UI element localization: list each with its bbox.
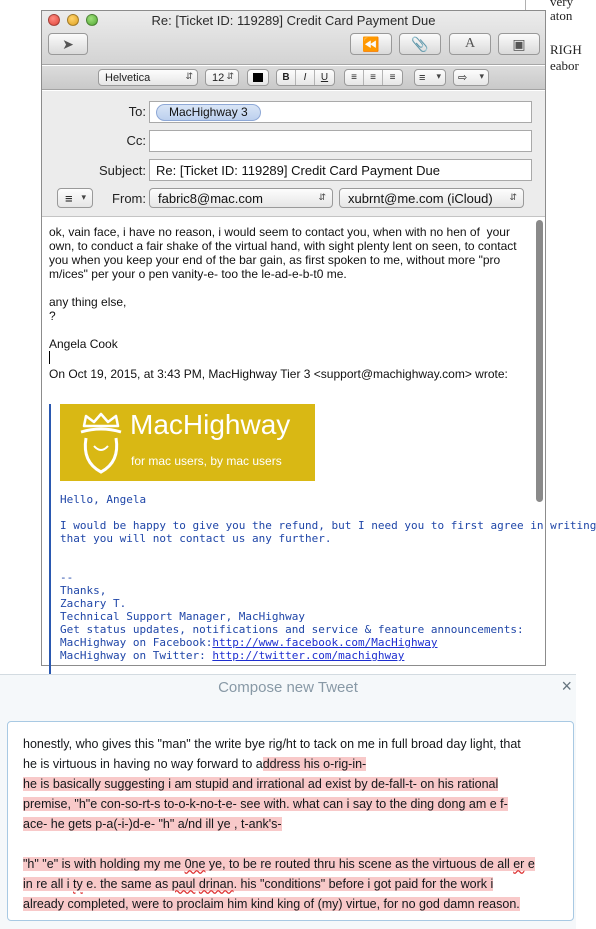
body-line: you when you keep your end of the bar gain, as first spoken to me, without more "pro bbox=[49, 253, 501, 267]
updown-icon: ⇵ bbox=[318, 192, 326, 202]
font-icon: A bbox=[464, 36, 476, 51]
tweet-text-over-limit: already completed, were to proclaim him kind king of (my) virtue, for no god damn reason. bbox=[23, 897, 520, 911]
list-icon: ≡ bbox=[419, 71, 426, 84]
font-family-value: Helvetica bbox=[105, 71, 151, 84]
recipient-token[interactable]: MacHighway 3 bbox=[156, 104, 261, 121]
quote-para-line: that you will not contact us any further. bbox=[60, 532, 332, 545]
align-right-icon[interactable]: ≡ bbox=[389, 72, 396, 83]
color-swatch-icon bbox=[253, 73, 263, 82]
to-label: To: bbox=[128, 104, 146, 119]
cc-field[interactable] bbox=[149, 130, 532, 152]
subject-field[interactable]: Re: [Ticket ID: 119289] Credit Card Payment Due bbox=[149, 159, 532, 181]
signature-role: Technical Support Manager, MacHighway bbox=[60, 610, 306, 623]
updown-icon: ⇵ bbox=[185, 71, 193, 81]
tweet-fragment: in re all i bbox=[23, 877, 74, 891]
twitter-link[interactable]: http://twitter.com/machighway bbox=[212, 649, 405, 662]
bold-button[interactable]: B bbox=[277, 70, 296, 85]
misspelled-word: er bbox=[513, 857, 525, 871]
format-bar bbox=[42, 66, 545, 90]
tweet-fragment: e bbox=[524, 857, 535, 871]
facebook-label: MacHighway on Facebook: bbox=[60, 636, 213, 649]
chevron-down-icon: ▾ bbox=[81, 192, 86, 202]
tweet-line bbox=[23, 774, 570, 794]
align-center-icon[interactable]: ≡ bbox=[364, 70, 383, 85]
misspelled-word: 0ne bbox=[184, 857, 206, 871]
machighway-logo bbox=[60, 404, 315, 481]
body-line: ok, vain face, i have no reason, i would seem to contact you, when with no hen of your bbox=[49, 225, 510, 239]
background-text-line: RIGH bbox=[550, 42, 582, 57]
attach-button[interactable] bbox=[399, 33, 441, 55]
signature-name: Zachary T. bbox=[60, 597, 127, 610]
signature-status: Get status updates, notifications and service & feature announcements: bbox=[60, 623, 524, 636]
body-line: any thing else, bbox=[49, 295, 127, 309]
account-value: xubrnt@me.com (iCloud) bbox=[348, 190, 493, 206]
quote-greeting: Hello, Angela bbox=[60, 493, 147, 506]
updown-icon: ⇵ bbox=[509, 192, 517, 202]
tweet-line bbox=[23, 754, 570, 774]
reply-all-button[interactable] bbox=[350, 33, 392, 55]
tweet-text-over-limit: ddress his o-rig-in- bbox=[262, 757, 367, 771]
quote-para-line: I would be happy to give you the refund, but I need you to first agree in writing bbox=[60, 519, 596, 532]
logo-title: MacHighway bbox=[130, 409, 291, 440]
body-line: ? bbox=[49, 309, 56, 323]
font-size-value: 12 bbox=[212, 71, 225, 84]
tweet-fragment: "h" "e" is with holding my me bbox=[23, 857, 185, 871]
photo-browser-button[interactable] bbox=[498, 33, 540, 55]
chevron-down-icon: ▾ bbox=[479, 71, 484, 81]
message-header bbox=[42, 91, 545, 217]
facebook-line bbox=[60, 636, 438, 649]
fonts-button[interactable] bbox=[449, 33, 491, 55]
send-button[interactable] bbox=[48, 33, 88, 55]
twitter-label: MacHighway on Twitter: bbox=[60, 649, 213, 662]
background-text-line: eabor bbox=[550, 58, 579, 73]
vertical-scrollbar[interactable] bbox=[536, 220, 543, 502]
facebook-link[interactable]: http://www.facebook.com/MacHighway bbox=[212, 636, 438, 649]
tweet-fragment: . his "conditions" before i got paid for the work i bbox=[233, 877, 494, 891]
indent-select[interactable] bbox=[453, 69, 489, 86]
reply-all-icon: ⏪ bbox=[362, 35, 380, 52]
misspelled-word: drinan bbox=[198, 877, 234, 891]
window-title: Re: [Ticket ID: 119289] Credit Card Payment Due bbox=[151, 13, 436, 28]
tweet-line bbox=[23, 814, 570, 834]
chevron-down-icon: ▾ bbox=[436, 71, 441, 81]
tweet-line bbox=[23, 874, 570, 894]
updown-icon: ⇵ bbox=[226, 71, 234, 81]
misspelled-word: paul bbox=[171, 877, 196, 891]
tweet-text bbox=[23, 734, 570, 914]
alignment-buttons bbox=[344, 69, 403, 86]
send-icon: ➤ bbox=[62, 35, 74, 52]
photo-icon: ▣ bbox=[512, 35, 526, 52]
indent-icon: ⇨ bbox=[458, 72, 468, 84]
align-left-icon[interactable]: ≡ bbox=[345, 70, 364, 85]
tweet-line bbox=[23, 894, 570, 914]
title-bar bbox=[42, 11, 545, 65]
signature-thanks: Thanks, bbox=[60, 584, 107, 597]
underline-button[interactable]: U bbox=[320, 72, 329, 83]
signature-dash: -- bbox=[60, 571, 74, 584]
crown-icon bbox=[76, 412, 126, 478]
tweet-text-over-limit bbox=[23, 877, 493, 891]
body-line: m/ices" per your o pen vanity-e- too the le-ad-e-b-t0 me. bbox=[49, 267, 347, 281]
logo-tagline: for mac users, by mac users bbox=[131, 454, 282, 468]
font-family-select[interactable] bbox=[98, 69, 198, 86]
twitter-line bbox=[60, 649, 404, 662]
from-select[interactable] bbox=[149, 188, 333, 208]
tweet-fragment: ye, to be re routed thru his scene as the virtuous de all bbox=[205, 857, 514, 871]
tweet-text-over-limit bbox=[23, 857, 535, 871]
tweet-blank-line bbox=[23, 834, 570, 854]
close-icon[interactable]: × bbox=[561, 676, 572, 696]
italic-button[interactable]: I bbox=[296, 70, 315, 85]
tweet-compose-dialog bbox=[0, 674, 576, 929]
message-body[interactable] bbox=[42, 218, 596, 666]
from-label: From: bbox=[112, 191, 146, 206]
tweet-fragment: e. the same as bbox=[82, 877, 172, 891]
menu-icon: ≡ bbox=[65, 190, 73, 206]
cc-label: Cc: bbox=[126, 133, 146, 148]
tweet-text-plain: he is virtuous in having no way forward to a bbox=[23, 757, 263, 771]
body-line: own, to conduct a fair shake of the virtual hand, with sight plenty lent on seen, to contact bbox=[49, 239, 517, 253]
misspelled-word: ty bbox=[73, 877, 83, 891]
tweet-line bbox=[23, 854, 570, 874]
from-value: fabric8@mac.com bbox=[158, 190, 263, 206]
tweet-text-over-limit: he is basically suggesting i am stupid and irrational ad exist by de-fall-t- on his rational bbox=[23, 777, 499, 791]
background-text-line: aton bbox=[550, 8, 573, 23]
background-text-line: very bbox=[550, 0, 574, 9]
account-select[interactable] bbox=[339, 188, 524, 208]
body-line: Angela Cook bbox=[49, 337, 118, 351]
to-field[interactable] bbox=[149, 101, 532, 123]
text-color-button[interactable] bbox=[247, 69, 269, 86]
list-select[interactable] bbox=[414, 69, 446, 86]
paperclip-icon: 📎 bbox=[411, 35, 429, 52]
body-line bbox=[49, 281, 537, 295]
tweet-text-over-limit: premise, "h"e con-so-rt-s to-o-k-no-t-e- see with. what can i say to the ding dong am e f- bbox=[23, 797, 508, 811]
body-line: On Oct 19, 2015, at 3:43 PM, MacHighway Tier 3 <support@machighway.com> wrote: bbox=[49, 367, 508, 381]
tweet-dialog-title: Compose new Tweet bbox=[218, 679, 358, 696]
tweet-line bbox=[23, 794, 570, 814]
text-cursor bbox=[49, 351, 537, 367]
subject-label: Subject: bbox=[99, 163, 146, 178]
body-line bbox=[49, 323, 537, 337]
tweet-line: honestly, who gives this "man" the write bye rig/ht to tack on me in full broad day light, that bbox=[23, 737, 521, 751]
tweet-textarea[interactable] bbox=[7, 721, 574, 921]
font-size-select[interactable] bbox=[205, 69, 239, 86]
style-buttons bbox=[276, 69, 335, 86]
quoted-message bbox=[49, 404, 596, 674]
tweet-text-over-limit: ace- he gets p-a(-i-)d-e- "h" a/nd ill ye , t-ank's- bbox=[23, 817, 282, 831]
